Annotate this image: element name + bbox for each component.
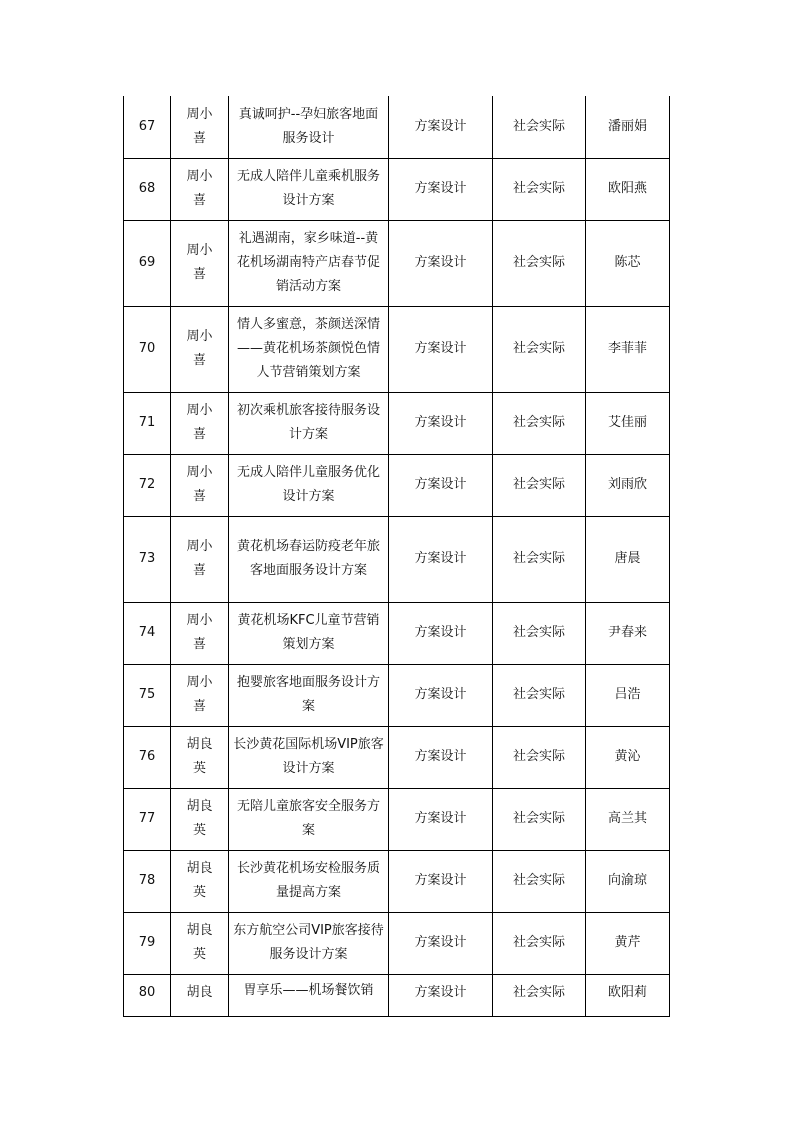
- student-cell: 尹春来: [586, 602, 670, 664]
- row-number: 77: [124, 788, 171, 850]
- topic-source-cell: 社会实际: [493, 974, 586, 1016]
- topic-source-cell: 社会实际: [493, 850, 586, 912]
- topic-source-cell: 社会实际: [493, 392, 586, 454]
- topic-table: [123, 96, 670, 1017]
- topic-type-cell: 方案设计: [389, 664, 493, 726]
- topic-source-cell: 社会实际: [493, 788, 586, 850]
- advisor-cell: 周小喜: [171, 158, 229, 220]
- topic-source-cell: 社会实际: [493, 454, 586, 516]
- topic-title-cell: 黄花机场KFC儿童节营销策划方案: [229, 602, 389, 664]
- row-number: 71: [124, 392, 171, 454]
- student-cell: 黄沁: [586, 726, 670, 788]
- advisor-cell: 周小喜: [171, 664, 229, 726]
- topic-title-cell: 东方航空公司VIP旅客接待服务设计方案: [229, 912, 389, 974]
- student-cell: 向渝琼: [586, 850, 670, 912]
- topic-source-cell: 社会实际: [493, 664, 586, 726]
- table-row: [124, 220, 670, 306]
- topic-source-cell: 社会实际: [493, 96, 586, 158]
- table-row: [124, 158, 670, 220]
- student-cell: 高兰其: [586, 788, 670, 850]
- student-cell: 唐晨: [586, 516, 670, 602]
- topic-title-cell: 情人多蜜意，茶颜送深情——黄花机场茶颜悦色情人节营销策划方案: [229, 306, 389, 392]
- topic-source-cell: 社会实际: [493, 516, 586, 602]
- topic-title-cell: 初次乘机旅客接待服务设计方案: [229, 392, 389, 454]
- table-row: [124, 974, 670, 1016]
- topic-title-cell: 长沙黄花机场安检服务质量提高方案: [229, 850, 389, 912]
- advisor-cell: 周小喜: [171, 392, 229, 454]
- topic-type-cell: 方案设计: [389, 96, 493, 158]
- table-row: [124, 664, 670, 726]
- advisor-cell: 周小喜: [171, 602, 229, 664]
- table-row: [124, 306, 670, 392]
- advisor-cell: 周小喜: [171, 306, 229, 392]
- student-cell: 刘雨欣: [586, 454, 670, 516]
- topic-title-cell: 无成人陪伴儿童服务优化设计方案: [229, 454, 389, 516]
- topic-type-cell: 方案设计: [389, 516, 493, 602]
- topic-type-cell: 方案设计: [389, 392, 493, 454]
- topic-type-cell: 方案设计: [389, 912, 493, 974]
- student-cell: 欧阳燕: [586, 158, 670, 220]
- row-number: 80: [124, 974, 171, 1016]
- row-number: 75: [124, 664, 171, 726]
- advisor-cell: 周小喜: [171, 96, 229, 158]
- student-cell: 黄芹: [586, 912, 670, 974]
- student-cell: 潘丽娟: [586, 96, 670, 158]
- table-row: [124, 516, 670, 602]
- topic-title-cell: 真诚呵护--孕妇旅客地面服务设计: [229, 96, 389, 158]
- student-cell: 吕浩: [586, 664, 670, 726]
- row-number: 67: [124, 96, 171, 158]
- advisor-cell: 胡良英: [171, 850, 229, 912]
- topic-source-cell: 社会实际: [493, 306, 586, 392]
- topic-title-cell: 无成人陪伴儿童乘机服务设计方案: [229, 158, 389, 220]
- topic-source-cell: 社会实际: [493, 726, 586, 788]
- topic-title-cell: 长沙黄花国际机场VIP旅客设计方案: [229, 726, 389, 788]
- row-number: 76: [124, 726, 171, 788]
- table-row: [124, 912, 670, 974]
- advisor-cell: 周小喜: [171, 516, 229, 602]
- table-row: [124, 850, 670, 912]
- table-body: [124, 96, 670, 1016]
- student-cell: 李菲菲: [586, 306, 670, 392]
- topic-source-cell: 社会实际: [493, 602, 586, 664]
- row-number: 79: [124, 912, 171, 974]
- topic-type-cell: 方案设计: [389, 306, 493, 392]
- topic-title-cell: 无陪儿童旅客安全服务方案: [229, 788, 389, 850]
- table-row: [124, 96, 670, 158]
- topic-type-cell: 方案设计: [389, 602, 493, 664]
- topic-source-cell: 社会实际: [493, 158, 586, 220]
- topic-type-cell: 方案设计: [389, 850, 493, 912]
- advisor-cell: 周小喜: [171, 220, 229, 306]
- student-cell: 欧阳莉: [586, 974, 670, 1016]
- topic-type-cell: 方案设计: [389, 158, 493, 220]
- row-number: 69: [124, 220, 171, 306]
- row-number: 73: [124, 516, 171, 602]
- student-cell: 陈芯: [586, 220, 670, 306]
- row-number: 70: [124, 306, 171, 392]
- row-number: 78: [124, 850, 171, 912]
- topic-title-cell: 胃享乐——机场餐饮销: [229, 974, 389, 1016]
- topic-type-cell: 方案设计: [389, 220, 493, 306]
- row-number: 72: [124, 454, 171, 516]
- table-row: [124, 454, 670, 516]
- row-number: 74: [124, 602, 171, 664]
- topic-source-cell: 社会实际: [493, 912, 586, 974]
- row-number: 68: [124, 158, 171, 220]
- topic-source-cell: 社会实际: [493, 220, 586, 306]
- student-cell: 艾佳丽: [586, 392, 670, 454]
- table-row: [124, 726, 670, 788]
- advisor-cell: 胡良英: [171, 788, 229, 850]
- advisor-cell: 胡良英: [171, 912, 229, 974]
- advisor-cell: 胡良: [171, 974, 229, 1016]
- advisor-cell: 周小喜: [171, 454, 229, 516]
- topic-type-cell: 方案设计: [389, 726, 493, 788]
- topic-type-cell: 方案设计: [389, 454, 493, 516]
- topic-title-cell: 抱婴旅客地面服务设计方案: [229, 664, 389, 726]
- topic-type-cell: 方案设计: [389, 974, 493, 1016]
- topic-title-cell: 礼遇湖南，家乡味道--黄花机场湖南特产店春节促销活动方案: [229, 220, 389, 306]
- table-row: [124, 788, 670, 850]
- advisor-cell: 胡良英: [171, 726, 229, 788]
- table-row: [124, 602, 670, 664]
- topic-type-cell: 方案设计: [389, 788, 493, 850]
- topic-title-cell: 黄花机场春运防疫老年旅客地面服务设计方案: [229, 516, 389, 602]
- table-row: [124, 392, 670, 454]
